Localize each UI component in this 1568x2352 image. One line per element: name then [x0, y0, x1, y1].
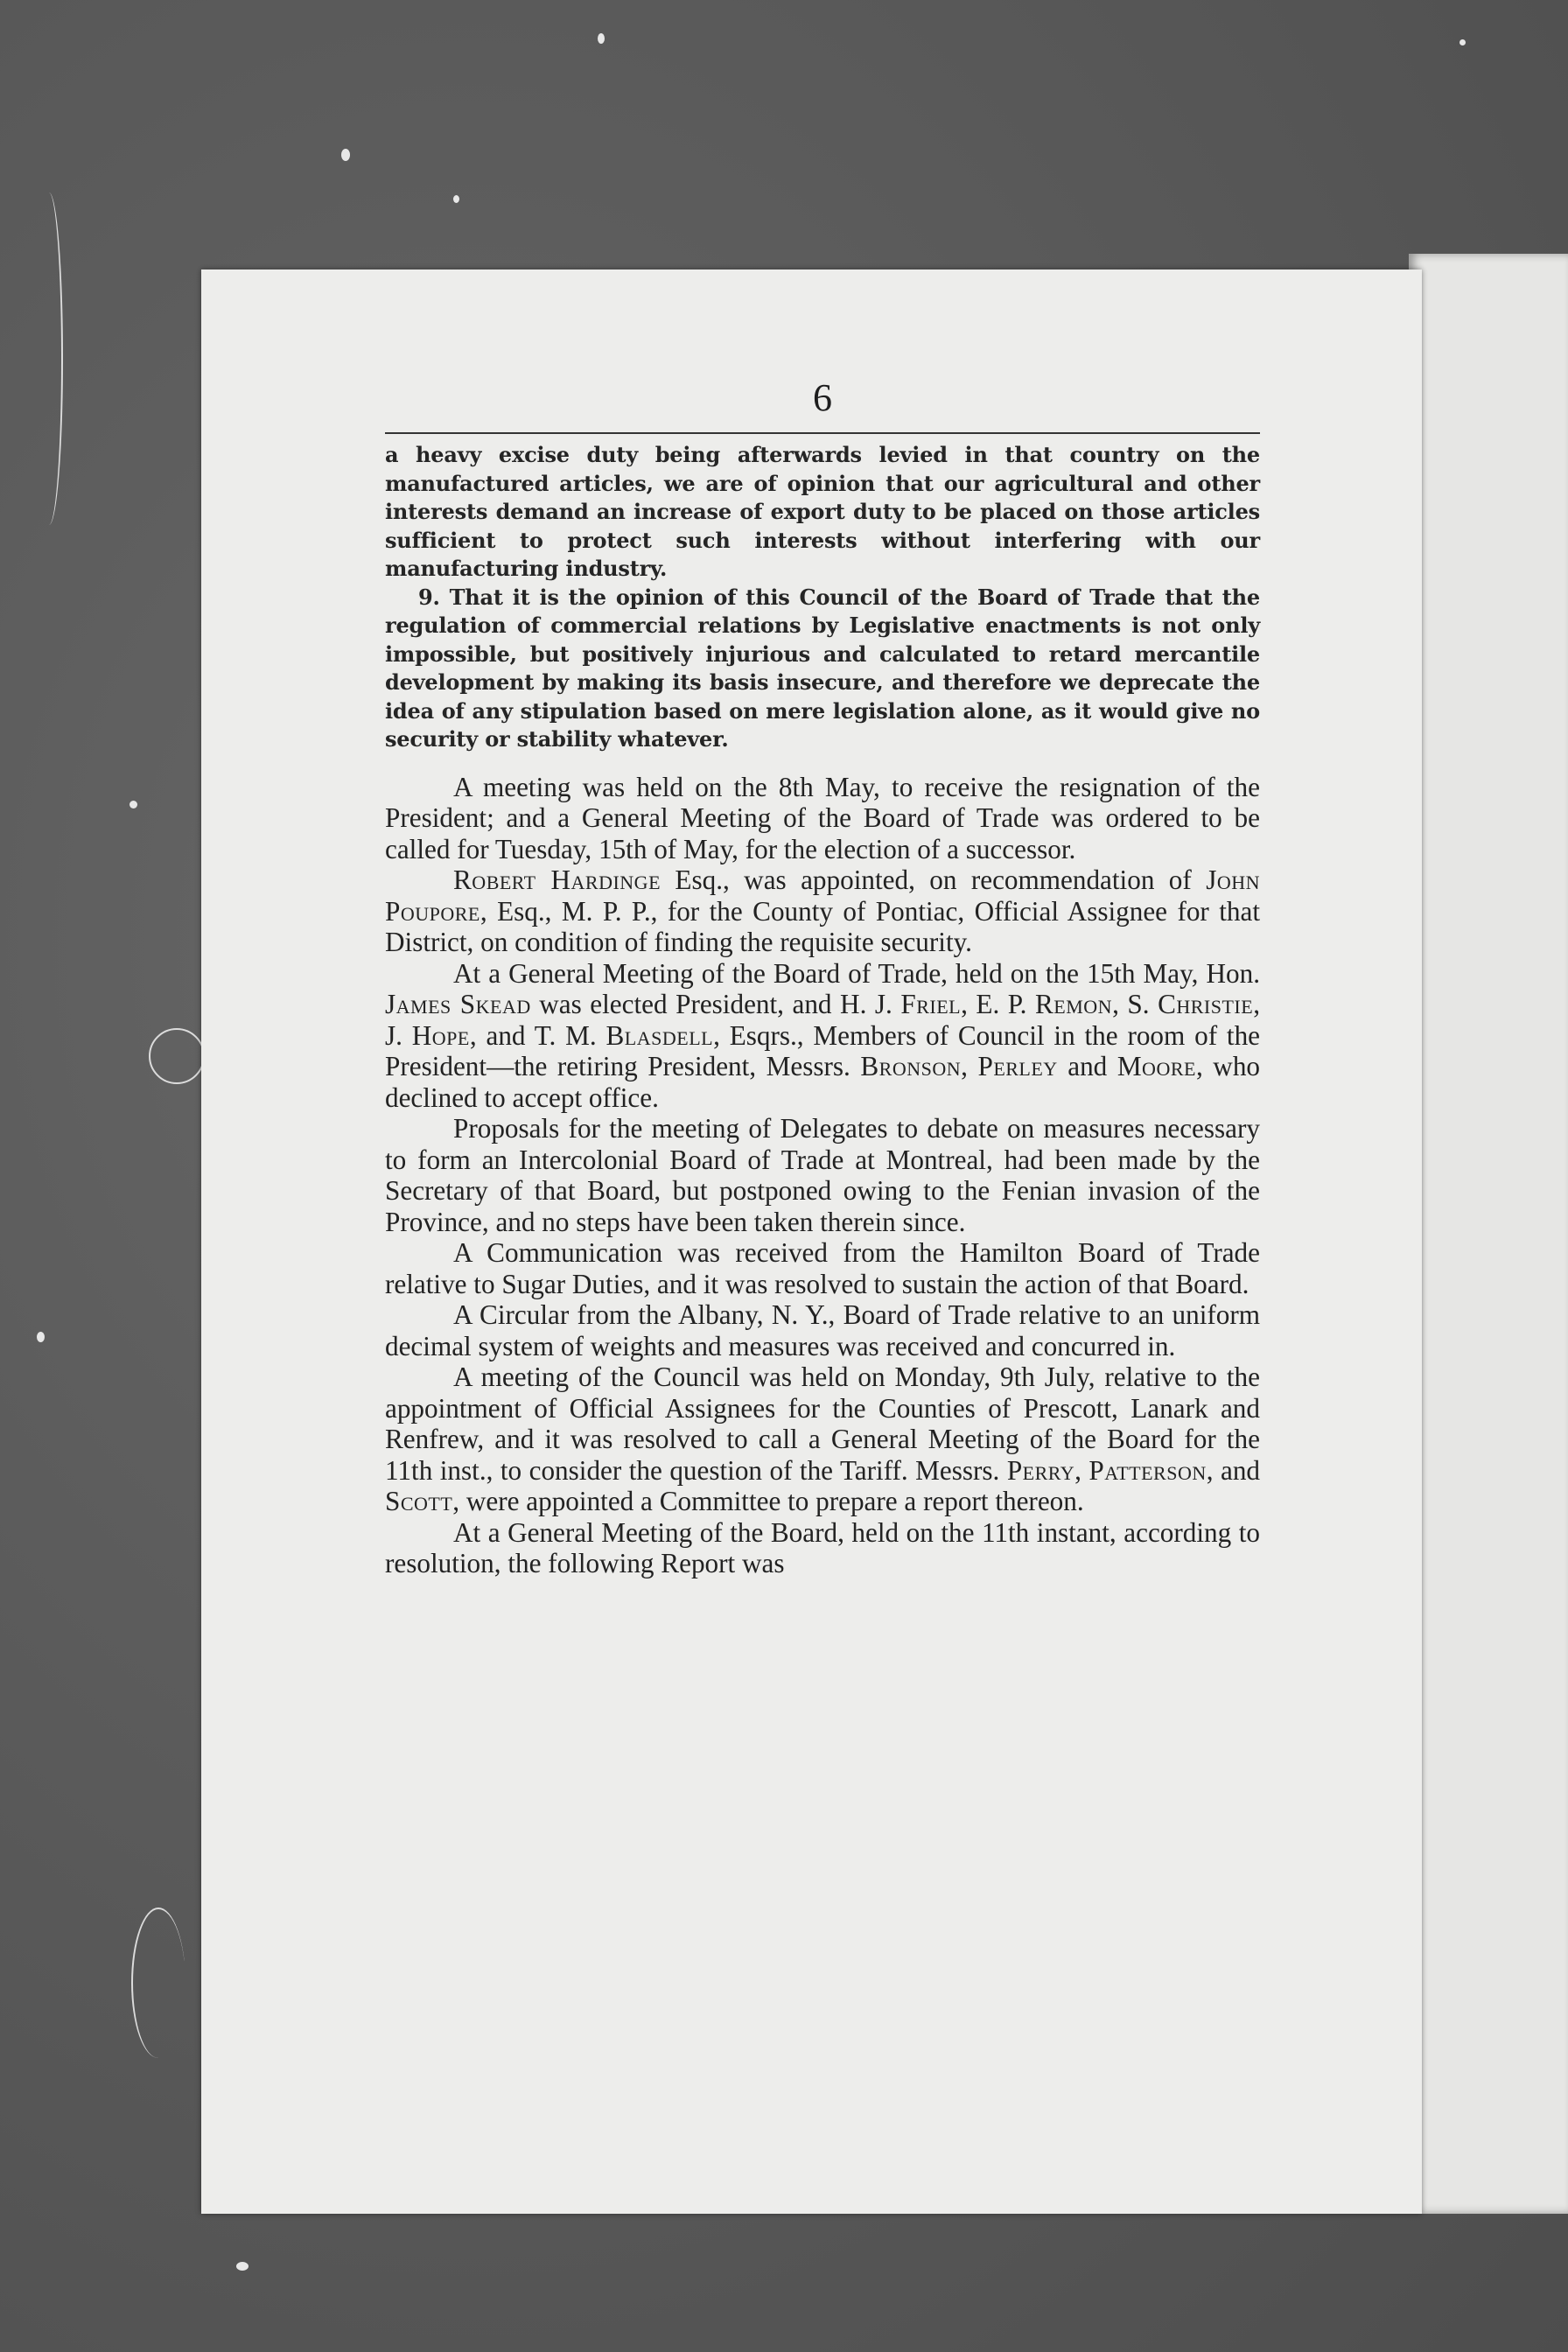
person-name: Scott [385, 1486, 453, 1516]
dust-speck [130, 801, 137, 808]
dust-speck [453, 195, 459, 203]
paragraph-council-july: A meeting of the Council was held on Monday, 9th July, relative to the appointment of Official Assignees for the Counties of Prescott, Lanark and Renfrew, and it was resolved to call a General Meeting of the Board for the 11th inst., to consider the question of the Tariff. Messrs. Perry, Patterson, and Scott, were appointed a Committee to prepare a report thereon. [385, 1362, 1261, 1516]
dust-speck [341, 149, 350, 161]
person-name: Robert Hardinge [453, 864, 662, 895]
document-page [201, 270, 1422, 2214]
scratch-mark [131, 1908, 186, 2058]
body-text [385, 441, 1260, 1579]
paragraph-hamilton: A Communication was received from the Hamilton Board of Trade relative to Sugar Duties, and it was resolved to sustain the action of that Board. [385, 1237, 1260, 1299]
paragraph-albany: A Circular from the Albany, N. Y., Board of Trade relative to an uniform decimal system of weights and measures was received and concurred in. [385, 1299, 1260, 1362]
paragraph-general-meeting-11th: At a General Meeting of the Board, held on the 11th instant, according to resolution, the following Report was [385, 1516, 1260, 1578]
person-name: Patterson [1088, 1454, 1207, 1486]
facing-page-edge [1409, 254, 1568, 2214]
dust-speck [37, 1332, 45, 1342]
person-name: John Poupore [385, 864, 1260, 927]
scratch-mark [35, 192, 63, 525]
paragraph-delegates: Proposals for the meeting of Delegates to debate on measures necessary to form an Intercolonial Board of Trade at Montreal, had been made by the Secretary of that Board, but postponed owing to the Fenian invasion of the Province, and no steps have been taken therein since. [385, 1113, 1260, 1237]
page-number: 6 [813, 376, 832, 419]
person-name: Christie [1158, 989, 1254, 1019]
paragraph-election: At a General Meeting of the Board of Trade, held on the 15th May, Hon. James Skead was elected President, and H. J. Friel, E. P. Remon, S. Christie, J. Hope, and T. M. Blasdell, Esqrs., Members of Council in the room of the President—the retiring President, Messrs. Bronson, Perley and Moore, who declined to accept office. [385, 957, 1261, 1113]
scratch-mark [149, 1028, 205, 1084]
person-name: Perley [977, 1051, 1058, 1082]
dust-speck [236, 2262, 248, 2271]
person-name: Blasdell [606, 1019, 714, 1051]
paragraph-official-assignee: Robert Hardinge Esq., was appointed, on recommendation of John Poupore, Esq., M. P. P., for the County of Pontiac, Official Assignee for that District, on condition of finding the requisite security. [385, 864, 1260, 957]
person-name: Remon [1034, 989, 1113, 1019]
person-name: Hope [411, 1019, 470, 1051]
dust-speck [598, 33, 605, 44]
resolution-continuation: a heavy excise duty being afterwards levied in that country on the manufactured articles, we are of opinion that our agricultural and other interests demand an increase of export duty to be placed on those articles sufficient to protect such interests without interfering with our manufacturing industry. [385, 442, 1260, 581]
paragraph-meeting-8th-may: A meeting was held on the 8th May, to receive the resignation of the President; and a General Meeting of the Board of Trade was ordered to be called for Tuesday, 15th of May, for the election of a successor. [385, 771, 1260, 864]
person-name: Friel [900, 989, 962, 1019]
person-name: Bronson [860, 1051, 962, 1082]
resolution-9: 9. That it is the opinion of this Council of the Board of Trade that the regulation of commercial relations by Legislative enactments is not only impossible, but positively injurious and calculated to retard mercantile development by making its basis insecure, and therefore we deprecate the idea of any stipulation based on mere legislation alone, as it would give no security or stability whatever. [385, 584, 1260, 752]
header-rule [385, 432, 1260, 434]
dust-speck [1460, 39, 1466, 46]
person-name: Perry [1006, 1454, 1075, 1486]
person-name: James Skead [385, 989, 531, 1019]
person-name: Moore [1116, 1051, 1196, 1082]
